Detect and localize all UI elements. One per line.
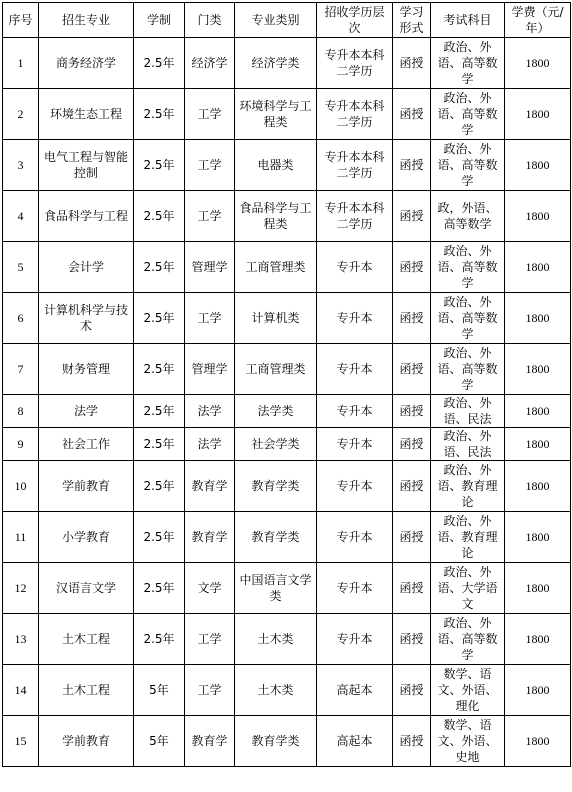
header-duration: 学制 xyxy=(134,3,185,38)
cell-major-type: 教育学类 xyxy=(235,512,317,563)
cell-category: 管理学 xyxy=(185,242,235,293)
cell-index: 11 xyxy=(3,512,39,563)
cell-duration: 2.5年 xyxy=(134,614,185,665)
cell-major-type: 教育学类 xyxy=(235,461,317,512)
cell-index: 3 xyxy=(3,140,39,191)
cell-tuition: 1800 xyxy=(505,716,571,767)
cell-exam-subjects: 政，外语、高等数学 xyxy=(431,191,505,242)
cell-level: 高起本 xyxy=(317,665,393,716)
table-row xyxy=(3,665,571,716)
table-row xyxy=(3,428,571,461)
cell-exam-subjects: 数学、语文、外语、史地 xyxy=(431,716,505,767)
cell-category: 教育学 xyxy=(185,512,235,563)
cell-major: 计算机科学与技术 xyxy=(39,293,134,344)
cell-major-type: 土木类 xyxy=(235,665,317,716)
cell-level: 专升本 xyxy=(317,614,393,665)
cell-study-form: 函授 xyxy=(393,665,431,716)
cell-major-type: 中国语言文学类 xyxy=(235,563,317,614)
cell-category: 工学 xyxy=(185,293,235,344)
table-row xyxy=(3,395,571,428)
cell-tuition: 1800 xyxy=(505,344,571,395)
cell-major-type: 法学类 xyxy=(235,395,317,428)
cell-duration: 2.5年 xyxy=(134,395,185,428)
cell-tuition: 1800 xyxy=(505,89,571,140)
cell-level: 专升本 xyxy=(317,428,393,461)
cell-duration: 2.5年 xyxy=(134,461,185,512)
cell-level: 专升本本科二学历 xyxy=(317,140,393,191)
cell-duration: 2.5年 xyxy=(134,428,185,461)
table-row xyxy=(3,716,571,767)
cell-study-form: 函授 xyxy=(393,512,431,563)
cell-level: 专升本 xyxy=(317,512,393,563)
cell-duration: 5年 xyxy=(134,665,185,716)
cell-exam-subjects: 政治、外语、高等数学 xyxy=(431,614,505,665)
table-body xyxy=(3,38,571,767)
cell-duration: 2.5年 xyxy=(134,344,185,395)
cell-major: 食品科学与工程 xyxy=(39,191,134,242)
cell-major: 商务经济学 xyxy=(39,38,134,89)
cell-index: 5 xyxy=(3,242,39,293)
cell-major-type: 教育学类 xyxy=(235,716,317,767)
cell-major-type: 计算机类 xyxy=(235,293,317,344)
cell-index: 14 xyxy=(3,665,39,716)
cell-major: 法学 xyxy=(39,395,134,428)
cell-major: 财务管理 xyxy=(39,344,134,395)
cell-tuition: 1800 xyxy=(505,191,571,242)
cell-exam-subjects: 政治、外语、民法 xyxy=(431,395,505,428)
cell-exam-subjects: 政治、外语、教育理论 xyxy=(431,512,505,563)
table-row xyxy=(3,242,571,293)
cell-category: 教育学 xyxy=(185,461,235,512)
cell-major-type: 环境科学与工程类 xyxy=(235,89,317,140)
cell-category: 法学 xyxy=(185,428,235,461)
cell-duration: 2.5年 xyxy=(134,38,185,89)
cell-index: 12 xyxy=(3,563,39,614)
header-category: 门类 xyxy=(185,3,235,38)
cell-tuition: 1800 xyxy=(505,395,571,428)
cell-level: 专升本 xyxy=(317,242,393,293)
cell-index: 10 xyxy=(3,461,39,512)
cell-index: 2 xyxy=(3,89,39,140)
cell-index: 13 xyxy=(3,614,39,665)
cell-exam-subjects: 政治、外语、大学语文 xyxy=(431,563,505,614)
cell-major-type: 食品科学与工程类 xyxy=(235,191,317,242)
cell-index: 9 xyxy=(3,428,39,461)
cell-exam-subjects: 数学、语文、外语、理化 xyxy=(431,665,505,716)
cell-major: 学前教育 xyxy=(39,716,134,767)
cell-major: 学前教育 xyxy=(39,461,134,512)
table-row xyxy=(3,344,571,395)
cell-study-form: 函授 xyxy=(393,191,431,242)
table-row xyxy=(3,89,571,140)
header-row xyxy=(3,3,571,38)
cell-major-type: 工商管理类 xyxy=(235,344,317,395)
cell-study-form: 函授 xyxy=(393,140,431,191)
header-major-type: 专业类别 xyxy=(235,3,317,38)
table-row xyxy=(3,140,571,191)
cell-duration: 2.5年 xyxy=(134,563,185,614)
cell-level: 专升本本科二学历 xyxy=(317,191,393,242)
cell-duration: 5年 xyxy=(134,716,185,767)
cell-exam-subjects: 政治、外语、高等数学 xyxy=(431,38,505,89)
cell-tuition: 1800 xyxy=(505,512,571,563)
header-study-form: 学习形式 xyxy=(393,3,431,38)
cell-exam-subjects: 政治、外语、教育理论 xyxy=(431,461,505,512)
cell-exam-subjects: 政治、外语、高等数学 xyxy=(431,89,505,140)
cell-major: 社会工作 xyxy=(39,428,134,461)
cell-category: 教育学 xyxy=(185,716,235,767)
cell-major: 土木工程 xyxy=(39,665,134,716)
cell-level: 专升本 xyxy=(317,344,393,395)
table-row xyxy=(3,293,571,344)
cell-major-type: 土木类 xyxy=(235,614,317,665)
cell-study-form: 函授 xyxy=(393,293,431,344)
cell-major-type: 工商管理类 xyxy=(235,242,317,293)
header-index: 序号 xyxy=(3,3,39,38)
cell-tuition: 1800 xyxy=(505,665,571,716)
cell-category: 管理学 xyxy=(185,344,235,395)
cell-exam-subjects: 政治、外语、民法 xyxy=(431,428,505,461)
header-exam-subjects: 考试科目 xyxy=(431,3,505,38)
table-row xyxy=(3,614,571,665)
cell-duration: 2.5年 xyxy=(134,293,185,344)
cell-index: 6 xyxy=(3,293,39,344)
header-major: 招生专业 xyxy=(39,3,134,38)
cell-category: 工学 xyxy=(185,614,235,665)
cell-study-form: 函授 xyxy=(393,344,431,395)
header-tuition: 学费（元/年） xyxy=(505,3,571,38)
cell-tuition: 1800 xyxy=(505,614,571,665)
cell-exam-subjects: 政治、外语、高等数学 xyxy=(431,344,505,395)
cell-tuition: 1800 xyxy=(505,242,571,293)
table-row xyxy=(3,38,571,89)
cell-category: 经济学 xyxy=(185,38,235,89)
cell-index: 1 xyxy=(3,38,39,89)
cell-level: 专升本 xyxy=(317,563,393,614)
cell-major: 小学教育 xyxy=(39,512,134,563)
cell-major: 环境生态工程 xyxy=(39,89,134,140)
cell-level: 专升本 xyxy=(317,395,393,428)
cell-tuition: 1800 xyxy=(505,140,571,191)
cell-study-form: 函授 xyxy=(393,716,431,767)
cell-exam-subjects: 政治、外语、高等数学 xyxy=(431,293,505,344)
cell-index: 7 xyxy=(3,344,39,395)
cell-level: 专升本 xyxy=(317,461,393,512)
cell-duration: 2.5年 xyxy=(134,89,185,140)
cell-duration: 2.5年 xyxy=(134,242,185,293)
cell-index: 4 xyxy=(3,191,39,242)
table-row xyxy=(3,563,571,614)
table-row xyxy=(3,461,571,512)
cell-tuition: 1800 xyxy=(505,563,571,614)
cell-category: 工学 xyxy=(185,191,235,242)
cell-tuition: 1800 xyxy=(505,38,571,89)
cell-study-form: 函授 xyxy=(393,563,431,614)
cell-duration: 2.5年 xyxy=(134,140,185,191)
cell-category: 工学 xyxy=(185,89,235,140)
cell-level: 专升本本科二学历 xyxy=(317,89,393,140)
cell-study-form: 函授 xyxy=(393,89,431,140)
cell-index: 8 xyxy=(3,395,39,428)
cell-study-form: 函授 xyxy=(393,395,431,428)
cell-exam-subjects: 政治、外语、高等数学 xyxy=(431,242,505,293)
cell-index: 15 xyxy=(3,716,39,767)
cell-study-form: 函授 xyxy=(393,38,431,89)
cell-major: 电气工程与智能控制 xyxy=(39,140,134,191)
table-row xyxy=(3,191,571,242)
cell-category: 工学 xyxy=(185,140,235,191)
cell-major-type: 社会学类 xyxy=(235,428,317,461)
cell-major: 会计学 xyxy=(39,242,134,293)
header-level: 招收学历层次 xyxy=(317,3,393,38)
cell-study-form: 函授 xyxy=(393,461,431,512)
cell-major-type: 经济学类 xyxy=(235,38,317,89)
cell-study-form: 函授 xyxy=(393,428,431,461)
cell-tuition: 1800 xyxy=(505,461,571,512)
cell-category: 文学 xyxy=(185,563,235,614)
cell-duration: 2.5年 xyxy=(134,191,185,242)
cell-study-form: 函授 xyxy=(393,614,431,665)
cell-study-form: 函授 xyxy=(393,242,431,293)
table-row xyxy=(3,512,571,563)
cell-category: 工学 xyxy=(185,665,235,716)
cell-major-type: 电器类 xyxy=(235,140,317,191)
cell-exam-subjects: 政治、外语、高等数学 xyxy=(431,140,505,191)
cell-tuition: 1800 xyxy=(505,293,571,344)
cell-category: 法学 xyxy=(185,395,235,428)
cell-level: 高起本 xyxy=(317,716,393,767)
cell-major: 汉语言文学 xyxy=(39,563,134,614)
cell-major: 土木工程 xyxy=(39,614,134,665)
cell-tuition: 1800 xyxy=(505,428,571,461)
admissions-table xyxy=(2,2,571,767)
cell-duration: 2.5年 xyxy=(134,512,185,563)
cell-level: 专升本本科二学历 xyxy=(317,38,393,89)
cell-level: 专升本 xyxy=(317,293,393,344)
